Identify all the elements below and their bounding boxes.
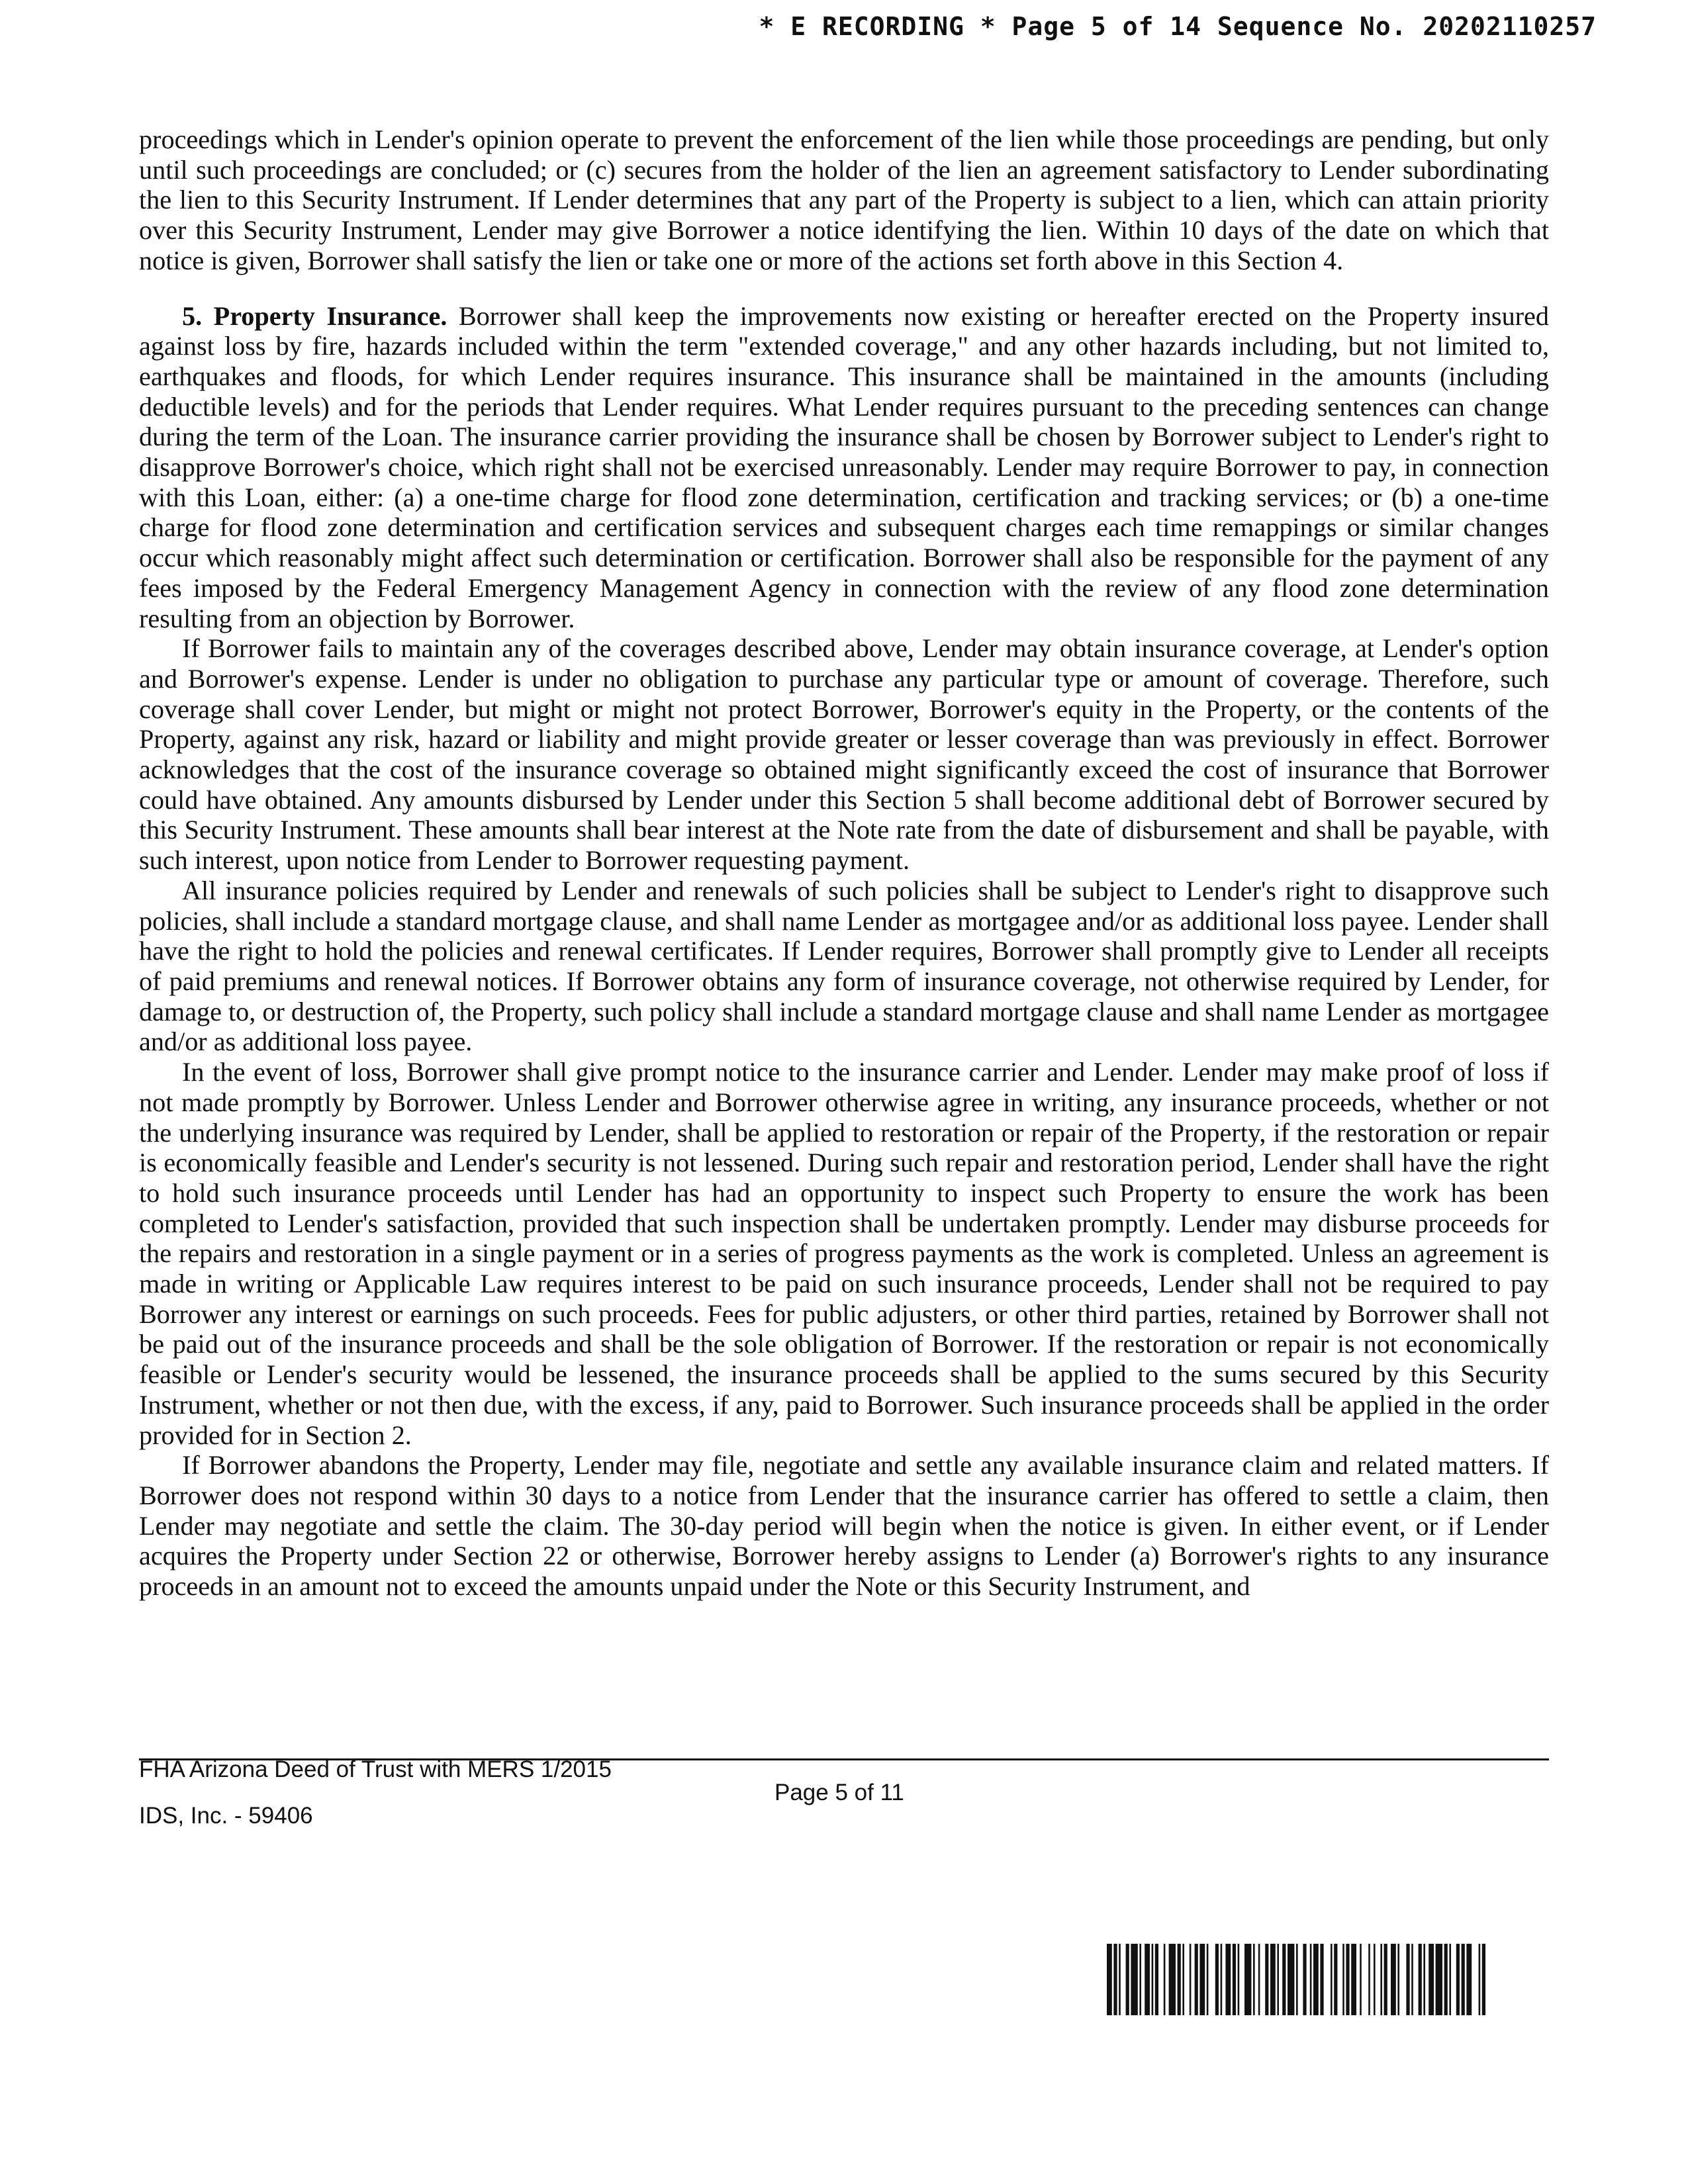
section-5-paragraph-3: All insurance policies required by Lender and renewals of such policies shall be subject to Lender's right to disapprove such policies, shall include a standard mortgage clause, and shall name Lender as mortgagee and/or as additional loss payee. Lender shall have the right to hold the policies and renewal certificates. If Lender requires, Borrower shall promptly give to Lender all receipts of paid premiums and renewal notices. If Borrower obtains any form of insurance coverage, not otherwise required by Lender, for damage to, or destruction of, the Property, such policy shall include a standard mortgage clause and shall name Lender as mortgagee and/or as additional loss payee. xyxy=(139,875,1549,1057)
barcode-icon xyxy=(1107,1944,1549,2015)
section-5-paragraph-5: If Borrower abandons the Property, Lender may file, negotiate and settle any available insurance claim and related matters. If Borrower does not respond within 30 days to a notice from Lender that the insurance carrier has offered to settle a claim, then Lender may negotiate and settle the claim. The 30-day period will begin when the notice is given. In either event, or if Lender acquires the Property under Section 22 or otherwise, Borrower hereby assigns to Lender (a) Borrower's rights to any insurance proceeds in an amount not to exceed the amounts unpaid under the Note or this Security Instrument, and xyxy=(139,1450,1549,1602)
recording-header: * E RECORDING * Page 5 of 14 Sequence No. 20202110257 xyxy=(759,12,1597,41)
footer-form-name: FHA Arizona Deed of Trust with MERS 1/2015 xyxy=(139,1756,612,1782)
section-5-text-1: Borrower shall keep the improvements now existing or hereafter erected on the Property insured against loss by fire, hazards included within the term "extended coverage," and any other hazards including, but not limited to, earthquakes and floods, for which Lender requires insurance. This insurance shall be maintained in the amounts (including deductible levels) and for the periods that Lender requires. What Lender requires pursuant to the preceding sentences can change during the term of the Loan. The insurance carrier providing the insurance shall be chosen by Borrower subject to Lender's right to disapprove Borrower's choice, which right shall not be exercised unreasonably. Lender may require Borrower to pay, in connection with this Loan, either: (a) a one-time charge for flood zone determination, certification and tracking services; or (b) a one-time charge for flood zone determination and certification services and subsequent charges each time remappings or similar changes occur which reasonably might affect such determination or certification. Borrower shall also be responsible for the payment of any fees imposed by the Federal Emergency Management Agency in connection with the review of any flood zone determination resulting from an objection by Borrower. xyxy=(139,300,1549,633)
document-body xyxy=(139,124,1549,1602)
continued-paragraph: proceedings which in Lender's opinion operate to prevent the enforcement of the lien while those proceedings are pending, but only until such proceedings are concluded; or (c) secures from the holder of the lien an agreement satisfactory to Lender subordinating the lien to this Security Instrument. If Lender determines that any part of the Property is subject to a lien, which can attain priority over this Security Instrument, Lender may give Borrower a notice identifying the lien. Within 10 days of the date on which that notice is given, Borrower shall satisfy the lien or take one or more of the actions set forth above in this Section 4. xyxy=(139,124,1549,275)
footer-vendor: IDS, Inc. - 59406 xyxy=(139,1803,313,1829)
section-5-paragraph-2: If Borrower fails to maintain any of the coverages described above, Lender may obtain insurance coverage, at Lender's option and Borrower's expense. Lender is under no obligation to purchase any particular type or amount of coverage. Therefore, such coverage shall cover Lender, but might or might not protect Borrower, Borrower's equity in the Property, or the contents of the Property, against any risk, hazard or liability and might provide greater or lesser coverage than was previously in effect. Borrower acknowledges that the cost of the insurance coverage so obtained might significantly exceed the cost of insurance that Borrower could have obtained. Any amounts disbursed by Lender under this Section 5 shall become additional debt of Borrower secured by this Security Instrument. These amounts shall bear interest at the Note rate from the date of disbursement and shall be payable, with such interest, upon notice from Lender to Borrower requesting payment. xyxy=(139,633,1549,876)
section-5-paragraph-1 xyxy=(139,301,1549,634)
section-5-paragraph-4: In the event of loss, Borrower shall give prompt notice to the insurance carrier and Lender. Lender may make proof of loss if not made promptly by Borrower. Unless Lender and Borrower otherwise agree in writing, any insurance proceeds, whether or not the underlying insurance was required by Lender, shall be applied to restoration or repair of the Property, if the restoration or repair is economically feasible and Lender's security is not lessened. During such repair and restoration period, Lender shall have the right to hold such insurance proceeds until Lender has had an opportunity to inspect such Property to ensure the work has been completed to Lender's satisfaction, provided that such inspection shall be undertaken promptly. Lender may disburse proceeds for the repairs and restoration in a single payment or in a series of progress payments as the work is completed. Unless an agreement is made in writing or Applicable Law requires interest to be paid on such insurance proceeds, Lender shall not be required to pay Borrower any interest or earnings on such proceeds. Fees for public adjusters, or other third parties, retained by Borrower shall not be paid out of the insurance proceeds and shall be the sole obligation of Borrower. If the restoration or repair is not economically feasible or Lender's security would be lessened, the insurance proceeds shall be applied to the sums secured by this Security Instrument, whether or not then due, with the excess, if any, paid to Borrower. Such insurance proceeds shall be applied in the order provided for in Section 2. xyxy=(139,1057,1549,1450)
section-5-heading: 5. Property Insurance. xyxy=(182,300,447,331)
footer-page-number: Page 5 of 11 xyxy=(774,1780,904,1805)
